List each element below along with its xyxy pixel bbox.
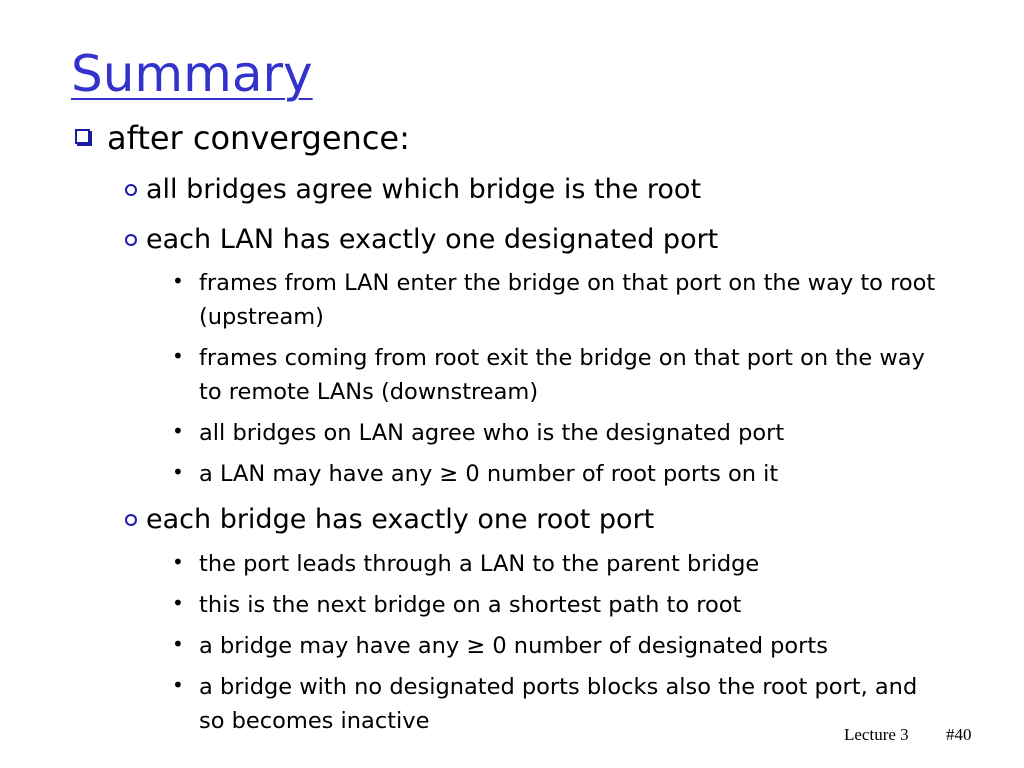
level2-text: all bridges agree which bridge is the root — [146, 174, 702, 205]
level3-text: a LAN may have any ≥ 0 number of root ports on it — [199, 461, 779, 487]
level3-text: all bridges on LAN agree who is the designated port — [199, 420, 785, 446]
dot-bullet-icon: • — [172, 550, 184, 574]
slide-title: Summary — [71, 45, 313, 103]
level3-text: a bridge may have any ≥ 0 number of designated ports — [199, 633, 828, 659]
dot-bullet-icon: • — [172, 344, 184, 368]
level3-text: this is the next bridge on a shortest path to root — [199, 592, 742, 618]
footer-lecture: Lecture 3 — [844, 725, 909, 744]
footer-page-number: #40 — [946, 725, 972, 744]
dot-bullet-icon: • — [172, 591, 184, 615]
dot-bullet-icon: • — [172, 632, 184, 656]
level3-text: frames from LAN enter the bridge on that port on the way to root (upstream) — [199, 270, 936, 330]
dot-bullet-icon: • — [172, 269, 184, 293]
level3-text: frames coming from root exit the bridge on that port on the way to remote LANs (downstream) — [199, 345, 925, 405]
level2-text: each LAN has exactly one designated port — [146, 224, 719, 255]
circle-bullet-icon — [125, 514, 137, 526]
square-bullet-icon — [75, 129, 90, 144]
dot-bullet-icon: • — [172, 460, 184, 484]
dot-bullet-icon: • — [172, 673, 184, 697]
dot-bullet-icon: • — [172, 419, 184, 443]
circle-bullet-icon — [125, 184, 137, 196]
level3-text: the port leads through a LAN to the parent bridge — [199, 551, 760, 577]
level2-text: each bridge has exactly one root port — [146, 504, 655, 535]
level1-text: after convergence: — [107, 119, 410, 157]
circle-bullet-icon — [125, 234, 137, 246]
level3-text: a bridge with no designated ports blocks also the root port, and so becomes inactive — [199, 674, 918, 734]
